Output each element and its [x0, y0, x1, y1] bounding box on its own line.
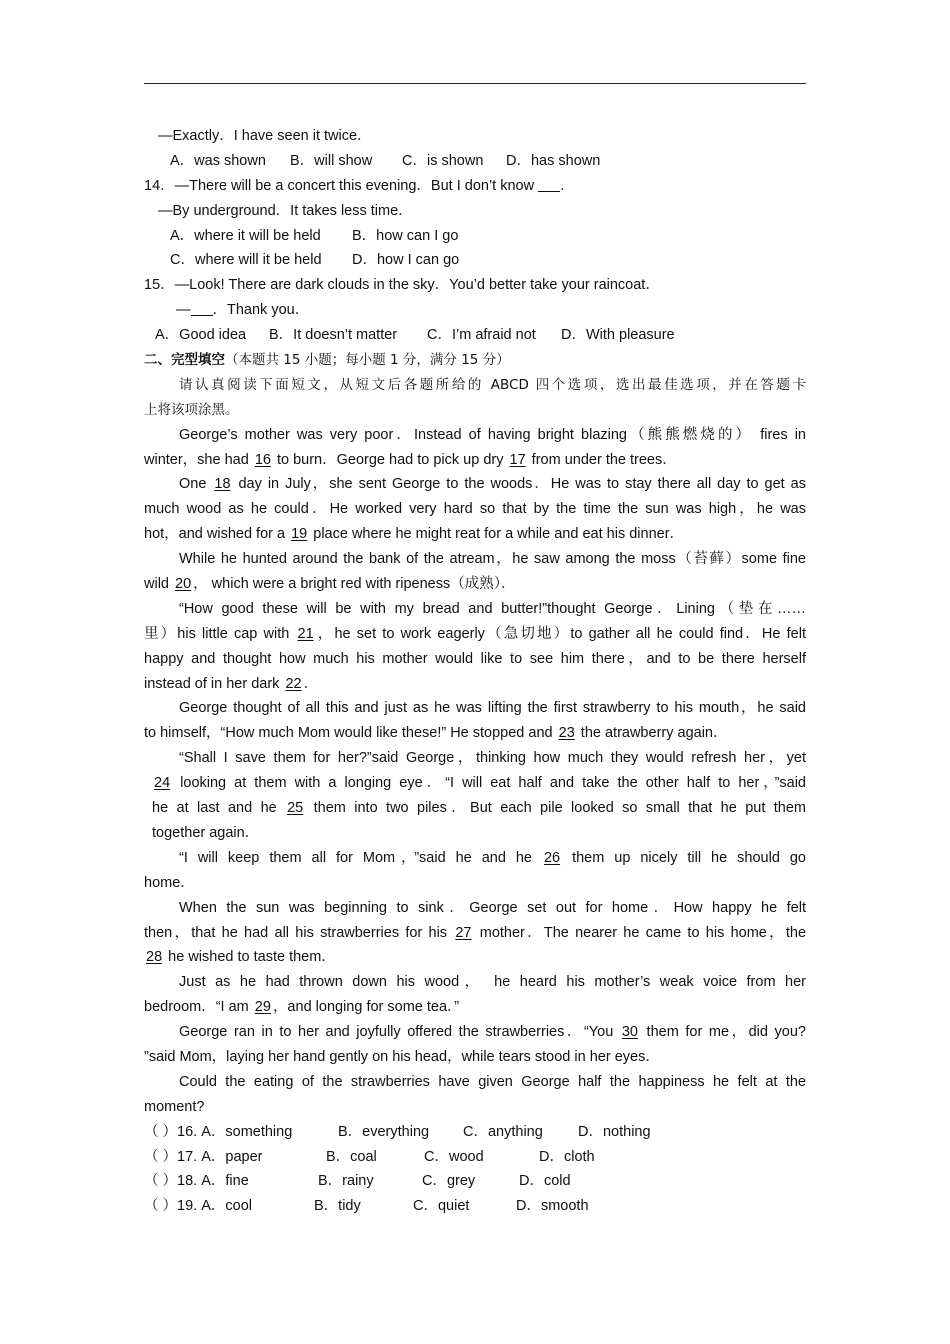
- answer-option-d: D．cloth: [539, 1148, 595, 1165]
- passage-text: “I will keep them all for Mom，”said he and he: [179, 849, 542, 866]
- passage-text: ，and longing for some tea．”: [272, 999, 460, 1016]
- passage-text: ，he set to work eagerly（急切地）to gather all he could find．He felt: [315, 625, 806, 642]
- passage-text: day in July，she sent George to the woods．He was to stay there all day to get as: [232, 476, 806, 493]
- passage-text: the atrawberry again．: [576, 725, 728, 742]
- passage-text: George’s mother was very poor．Instead of having bright blazing（熊熊燃烧的） fires in: [179, 426, 806, 443]
- q14-reply: —By underground．It takes less time．: [158, 202, 413, 219]
- answer-option-a: （ ）17. A．paper: [144, 1148, 263, 1165]
- q14-blank: [538, 177, 560, 192]
- exam-page: [144, 124, 806, 1219]
- answer-option-c: C．grey: [422, 1173, 476, 1190]
- passage-text: “How good these will be with my bread and butter!”thought George．Lining（垫在……: [179, 600, 806, 617]
- blank-number: 25: [287, 800, 304, 817]
- cloze-passage: [144, 423, 806, 1120]
- passage-text: Just as he had thrown down his wood， he heard his mother’s weak voice from her: [179, 974, 806, 991]
- passage-text: mother．The nearer he came to his home，the: [473, 924, 807, 941]
- answer-option-a: （ ）18. A．fine: [144, 1173, 249, 1190]
- answer-row: [144, 1120, 806, 1145]
- blank-number: 18: [214, 476, 231, 493]
- passage-line: [144, 846, 806, 871]
- passage-line: [144, 721, 806, 746]
- answer-option-d: D．cold: [519, 1173, 571, 1190]
- passage-line: [144, 1095, 806, 1120]
- q14-option-c: C．where will it be held: [170, 252, 322, 269]
- answer-row: [144, 1145, 806, 1170]
- passage-line: [144, 497, 806, 522]
- passage-text: wild: [144, 576, 174, 593]
- passage-text: them for me，did you?: [639, 1024, 806, 1041]
- q13-option-c: C．is shown: [402, 152, 484, 169]
- passage-text: George ran in to her and joyfully offered the strawberries．“You: [179, 1024, 620, 1041]
- answer-option-a: （ ）19. A．cool: [144, 1198, 252, 1215]
- blank-number: 30: [621, 1024, 638, 1041]
- section-note: （本题共 15 小题；每小题 1 分，满分 15 分）: [225, 352, 510, 369]
- passage-text: bedroom．“I am: [144, 999, 253, 1016]
- q14-stem-text: 14．—There will be a concert this evening．But I don’t know: [144, 177, 535, 194]
- instruction-line-2: 上将该项涂黑。: [144, 401, 239, 418]
- passage-line: [144, 921, 806, 946]
- passage-line: [144, 597, 806, 622]
- blank-number: 22: [285, 675, 302, 692]
- passage-line: [144, 522, 806, 547]
- q13-reply: —Exactly．I have seen it twice．: [158, 128, 372, 144]
- passage-line: [144, 771, 806, 796]
- passage-text: much wood as he could．He worked very hard so that by the time the sun was high，he was: [144, 501, 806, 518]
- q14-stem-end: ．: [560, 177, 575, 194]
- q14-option-b: B．how can I go: [352, 227, 459, 244]
- q15-dash: —: [176, 302, 191, 319]
- passage-text: While he hunted around the bank of the atream，he saw among the moss（苔藓）some fine: [179, 551, 806, 568]
- passage-text: he wished to taste them．: [164, 949, 336, 966]
- passage-text: hot，and wished for a: [144, 526, 290, 543]
- header-rule: [144, 83, 806, 84]
- q15-option-d: D．With pleasure: [561, 327, 675, 344]
- passage-line: [144, 696, 806, 721]
- blank-number: 29: [254, 999, 271, 1016]
- q15-option-a: A．Good idea: [155, 327, 247, 344]
- passage-text: When the sun was beginning to sink．George set out for home．How happy he felt: [179, 899, 806, 916]
- passage-text: them up nicely till he should go: [562, 849, 806, 866]
- q15-reply: [144, 298, 806, 323]
- passage-line: [144, 647, 806, 672]
- answer-options: [144, 1120, 806, 1220]
- passage-text: looking at them with a longing eye．“I will eat half and take the other half to her，”said: [172, 775, 806, 792]
- blank-number: 26: [543, 849, 561, 866]
- answer-row: [144, 1169, 806, 1194]
- passage-line: [144, 423, 806, 448]
- passage-text: 里）his little cap with: [144, 625, 296, 642]
- q14-stem: [144, 174, 806, 199]
- passage-line: [144, 1070, 806, 1095]
- q14-option-a: A．where it will be held: [170, 227, 321, 244]
- blank-number: 19: [291, 526, 308, 543]
- blank-number: 16: [254, 451, 271, 468]
- passage-text: ．: [303, 675, 319, 692]
- passage-text: “Shall I save them for her?”said George，thinking how much they would refresh her，yet: [179, 750, 806, 767]
- passage-line: [144, 1020, 806, 1045]
- answer-option-d: D．nothing: [578, 1123, 651, 1140]
- q13-option-b: B．will show: [290, 152, 373, 169]
- passage-text: One: [179, 476, 213, 493]
- passage-text: from under the trees．: [527, 451, 677, 468]
- passage-text: ”said Mom，laying her hand gently on his head，while tears stood in her eyes．: [144, 1048, 660, 1065]
- answer-row: [144, 1194, 806, 1219]
- passage-line: [144, 547, 806, 572]
- blank-number: 20: [175, 576, 192, 593]
- blank-number: 23: [558, 725, 575, 742]
- q13-option-a: A．was shown: [170, 152, 266, 169]
- blank-number: 27: [455, 924, 472, 941]
- passage-line: [144, 672, 806, 697]
- q13-option-d: D．has shown: [506, 152, 601, 169]
- answer-option-c: C．anything: [463, 1123, 543, 1140]
- q15-reply-text: ．Thank you．: [212, 302, 310, 319]
- instruction-line-1: 请认真阅读下面短文，从短文后各题所给的 ABCD 四个选项，选出最佳选项，并在答题卡: [179, 376, 806, 393]
- passage-line: [144, 821, 806, 846]
- answer-option-b: B．rainy: [318, 1173, 374, 1190]
- blank-number: 17: [509, 451, 526, 468]
- passage-text: to himself，“How much Mom would like these!” He stopped and: [144, 725, 557, 742]
- blank-number: 24: [154, 775, 171, 792]
- passage-text: to burn．George had to pick up dry: [272, 451, 508, 468]
- passage-text: place where he might reat for a while and eat his dinner．: [309, 526, 685, 543]
- q14-options-row2: [144, 248, 806, 273]
- q13-options: [144, 149, 806, 174]
- passage-line: [144, 572, 806, 597]
- passage-text: Could the eating of the strawberries have given George half the happiness he felt at the: [179, 1073, 806, 1090]
- passage-text: moment?: [144, 1098, 205, 1115]
- passage-text: them into two piles．But each pile looked so small that he put them: [305, 800, 806, 817]
- passage-text: winter，she had: [144, 451, 253, 468]
- passage-line: [144, 622, 806, 647]
- passage-line: [144, 1045, 806, 1070]
- passage-text: instead of in her dark: [144, 675, 284, 692]
- passage-line: [144, 896, 806, 921]
- passage-text: then，that he had all his strawberries for his: [144, 924, 454, 941]
- passage-line: [144, 448, 806, 473]
- passage-line: [144, 995, 806, 1020]
- q14-options-row1: [144, 224, 806, 249]
- passage-text: ， which were a bright red with ripeness（成熟）．: [193, 576, 516, 593]
- passage-line: [144, 472, 806, 497]
- passage-text: he at last and he: [152, 800, 286, 817]
- passage-line: [144, 945, 806, 970]
- section-title: 二、完型填空: [144, 352, 225, 369]
- q15-options: [144, 323, 806, 348]
- answer-option-d: D．smooth: [516, 1198, 589, 1215]
- passage-line: [144, 796, 806, 821]
- section-heading: [144, 348, 806, 373]
- passage-line: [144, 871, 806, 896]
- q15-blank: [191, 301, 213, 316]
- answer-option-b: B．coal: [326, 1148, 377, 1165]
- passage-text: home．: [144, 874, 195, 891]
- q15-option-c: C．I’m afraid not: [427, 327, 536, 344]
- answer-option-c: C．quiet: [413, 1198, 470, 1215]
- passage-text: together again．: [152, 824, 260, 841]
- blank-number: 21: [297, 625, 314, 642]
- passage-line: [144, 746, 806, 771]
- passage-text: George thought of all this and just as he was lifting the first strawberry to his mouth，he said: [179, 700, 806, 717]
- answer-option-a: （ ）16. A．something: [144, 1123, 293, 1140]
- q14-option-d: D．how I can go: [352, 252, 460, 269]
- passage-text: happy and thought how much his mother would like to see him there，and to be there herself: [144, 650, 806, 667]
- blank-number: 28: [146, 949, 163, 966]
- q15-option-b: B．It doesn’t matter: [269, 327, 398, 344]
- answer-option-c: C．wood: [424, 1148, 484, 1165]
- passage-line: [144, 970, 806, 995]
- answer-option-b: B．tidy: [314, 1198, 361, 1215]
- q15-stem: 15．—Look! There are dark clouds in the sky．You’d better take your raincoat．: [144, 277, 660, 294]
- answer-option-b: B．everything: [338, 1123, 430, 1140]
